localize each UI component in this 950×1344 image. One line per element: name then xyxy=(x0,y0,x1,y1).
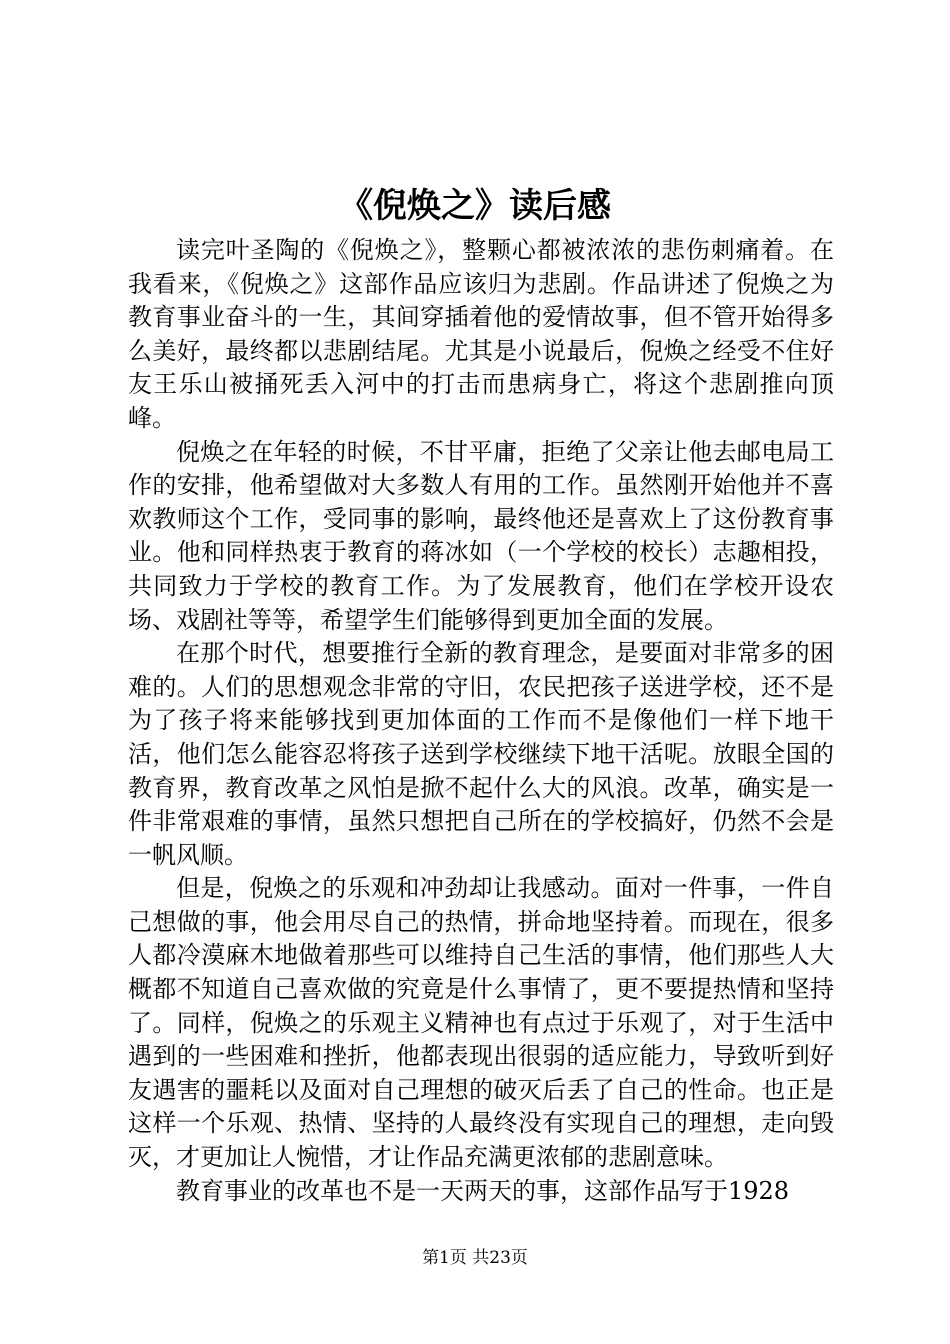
paragraph-1: 读完叶圣陶的《倪焕之》，整颗心都被浓浓的悲伤刺痛着。在我看来，《倪焕之》这部作品应该归为悲剧。作品讲述了倪焕之为教育事业奋斗的一生，其间穿插着他的爱情故事，但不管开始得多么美好，最终都以悲剧结尾。尤其是小说最后，倪焕之经受不住好友王乐山被捅死丢入河中的打击而患病身亡，将这个悲剧推向顶峰。 xyxy=(128,236,834,432)
paragraph-2: 倪焕之在年轻的时候，不甘平庸，拒绝了父亲让他去邮电局工作的安排，他希望做对大多数人有用的工作。虽然刚开始他并不喜欢教师这个工作，受同事的影响，最终他还是喜欢上了这份教育事业。他和同样热衷于教育的蒋冰如（一个学校的校长）志趣相投，共同致力于学校的教育工作。为了发展教育，他们在学校开设农场、戏剧社等等，希望学生们能够得到更加全面的发展。 xyxy=(128,437,834,634)
paragraph-4: 但是，倪焕之的乐观和冲劲却让我感动。面对一件事，一件自己想做的事，他会用尽自己的热情，拼命地坚持着。而现在，很多人都冷漠麻木地做着那些可以维持自己生活的事情，他们那些人大概都不知道自己喜欢做的究竟是什么事情了，更不要提热情和坚持了。同样，倪焕之的乐观主义精神也有点过于乐观了，对于生活中遇到的一些困难和挫折，他都表现出很弱的适应能力，导致听到好友遇害的噩耗以及面对自己理想的破灭后丢了自己的性命。也正是这样一个乐观、热情、坚持的人最终没有实现自己的理想，走向毁灭，才更加让人惋惜，才让作品充满更浓郁的悲剧意味。 xyxy=(128,874,834,1172)
page-title: 《倪焕之》读后感 xyxy=(339,186,611,226)
page-number-footer: 第1页 共23页 xyxy=(422,1248,528,1268)
paragraph-5: 教育事业的改革也不是一天两天的事，这部作品写于1928 xyxy=(176,1176,790,1205)
article-body xyxy=(128,234,834,1208)
paragraph-3: 在那个时代，想要推行全新的教育理念，是要面对非常多的困难的。人们的思想观念非常的守旧，农民把孩子送进学校，还不是为了孩子将来能够找到更加体面的工作而不是像他们一样下地干活，他们怎么能容忍将孩子送到学校继续下地干活呢。放眼全国的教育界，教育改革之风怕是掀不起什么大的风浪。改革，确实是一件非常艰难的事情，虽然只想把自己所在的学校搞好，仍然不会是一帆风顺。 xyxy=(128,639,834,869)
